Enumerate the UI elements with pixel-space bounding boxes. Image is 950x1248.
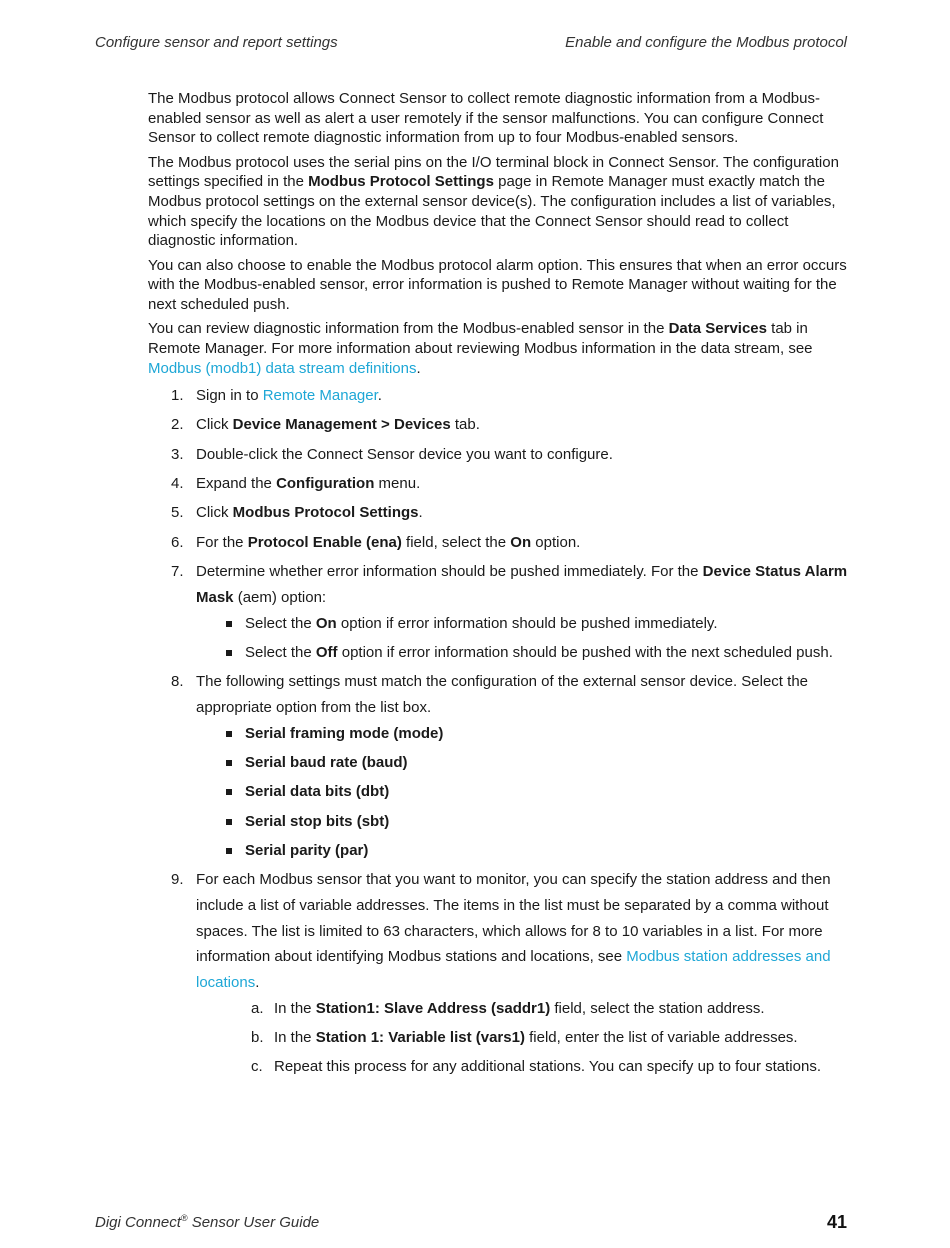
bullet-icon	[226, 789, 232, 795]
substep-letter: a.	[251, 999, 264, 1017]
substep-b: b. In the Station 1: Variable list (vars1) field, enter the list of variable addresses.	[196, 1025, 848, 1051]
step-9: 9. For each Modbus sensor that you want to monitor, you can specify the station address and then include a list of variable addresses. The items in the list must be separated by a comma without spaces. The list is limited to 63 characters, which allows for 8 to 10 variables in a list. For more information about identifying Modbus stations and locations, see Modbus station addresses and locations. a. In the Station1: Slave Address (saddr1) field, select the station address. b. In the Station 1: Variable list (vars1) field, enter the list of variable addresses. c. Repeat this process for any additional stations. You can specify up to four stations.	[148, 867, 848, 1080]
intro-paragraph-2: The Modbus protocol uses the serial pins on the I/O terminal block in Connect Sensor. The configuration settings specified in the Modbus Protocol Settings page in Remote Manager must exactly match the Modbus protocol settings on the external sensor device(s). The configuration includes a list of variables, which specify the locations on the Modbus device that the Connect Sensor should read to collect diagnostic information.	[148, 153, 839, 250]
step-7: 7. Determine whether error information should be pushed immediately. For the Device Status Alarm Mask (aem) option: Select the On option if error information should be pushed immediately. Select the Off option if error information should be pushed with the next scheduled push.	[148, 559, 848, 665]
intro-paragraph-3: You can also choose to enable the Modbus protocol alarm option. This ensures that when an error occurs with the Modbus-enabled sensor, error information is pushed to Remote Manager without waiting for the next scheduled push.	[148, 256, 847, 314]
data-services-term: Data Services	[668, 320, 767, 338]
station-substeps	[196, 996, 848, 1080]
step-6: 6. For the Protocol Enable (ena) field, select the On option.	[148, 530, 848, 556]
alarm-mask-options	[196, 611, 848, 666]
ui-term: Off	[315, 643, 338, 661]
step-number: 7.	[171, 563, 184, 581]
list-item: Serial framing mode (mode)	[196, 721, 848, 747]
ui-term: Station 1: Variable list (vars1)	[315, 1029, 525, 1047]
substep-letter: c.	[251, 1058, 263, 1076]
modbus-station-addresses-link[interactable]: Modbus station addresses and locations	[196, 948, 831, 992]
bullet-icon	[226, 650, 232, 656]
ui-term: On	[510, 533, 532, 551]
intro-paragraph-4: You can review diagnostic information from the Modbus-enabled sensor in the Data Services tab in Remote Manager. For more information about reviewing Modbus information in the data stream, see Modbus (modb1) data stream definitions.	[148, 320, 813, 377]
modbus-data-stream-link[interactable]: Modbus (modb1) data stream definitions	[148, 359, 417, 377]
substep-letter: b.	[251, 1029, 264, 1047]
ui-term: Station1: Slave Address (saddr1)	[315, 999, 551, 1017]
list-item: Serial parity (par)	[196, 838, 848, 864]
header-section-title: Configure sensor and report settings	[95, 34, 338, 51]
step-number: 8.	[171, 673, 184, 691]
substep-a: a. In the Station1: Slave Address (saddr1) field, select the station address.	[196, 996, 848, 1022]
step-number: 1.	[171, 386, 184, 404]
substep-c: c. Repeat this process for any additional stations. You can specify up to four stations.	[196, 1054, 848, 1080]
serial-settings-list	[196, 721, 848, 864]
list-item: Select the Off option if error information should be pushed with the next scheduled push.	[196, 640, 848, 666]
step-1: 1. Sign in to Remote Manager.	[148, 383, 848, 409]
ui-term: Modbus Protocol Settings	[232, 504, 419, 522]
step-5: 5. Click Modbus Protocol Settings.	[148, 500, 848, 526]
procedure-steps	[148, 383, 848, 1080]
registered-mark: ®	[180, 1213, 188, 1223]
bullet-icon	[226, 621, 232, 627]
step-number: 2.	[171, 416, 184, 434]
step-number: 9.	[171, 871, 184, 889]
bullet-icon	[226, 731, 232, 737]
ui-term: On	[315, 614, 337, 632]
list-item: Serial stop bits (sbt)	[196, 809, 848, 835]
step-number: 3.	[171, 445, 184, 463]
bullet-icon	[226, 760, 232, 766]
list-item: Serial data bits (dbt)	[196, 779, 848, 805]
list-item: Select the On option if error information should be pushed immediately.	[196, 611, 848, 637]
step-3: 3. Double-click the Connect Sensor device you want to configure.	[148, 442, 848, 468]
step-number: 5.	[171, 504, 184, 522]
list-item: Serial baud rate (baud)	[196, 750, 848, 776]
footer-guide-title: Digi Connect® Sensor User Guide	[95, 1213, 320, 1231]
step-number: 6.	[171, 533, 184, 551]
ui-term: Device Status Alarm Mask	[196, 563, 848, 606]
bullet-icon	[226, 819, 232, 825]
step-8: 8. The following settings must match the configuration of the external sensor device. Select the appropriate option from the list box. Serial framing mode (mode) Serial baud rate (baud) Serial data bits (dbt) Serial stop bits (sbt) Serial parity (par)	[148, 669, 848, 863]
remote-manager-link[interactable]: Remote Manager	[262, 386, 378, 404]
page-content	[148, 89, 848, 1084]
bullet-icon	[226, 848, 232, 854]
step-2: 2. Click Device Management > Devices tab.	[148, 412, 848, 438]
intro-paragraph-1: The Modbus protocol allows Connect Sensor to collect remote diagnostic information from a Modbus-enabled sensor as well as alert a user remotely if the sensor malfunctions. You can configure Connect Sensor to collect remote diagnostic information from up to four Modbus-enabled sensors.	[148, 90, 824, 147]
modbus-settings-term: Modbus Protocol Settings	[308, 173, 494, 191]
ui-term: Configuration	[276, 475, 375, 493]
ui-term: Protocol Enable (ena)	[247, 533, 402, 551]
page-number: 41	[826, 1212, 847, 1232]
step-number: 4.	[171, 475, 184, 493]
ui-term: Device Management > Devices	[232, 416, 451, 434]
step-4: 4. Expand the Configuration menu.	[148, 471, 848, 497]
header-topic-title: Enable and configure the Modbus protocol	[565, 34, 847, 51]
